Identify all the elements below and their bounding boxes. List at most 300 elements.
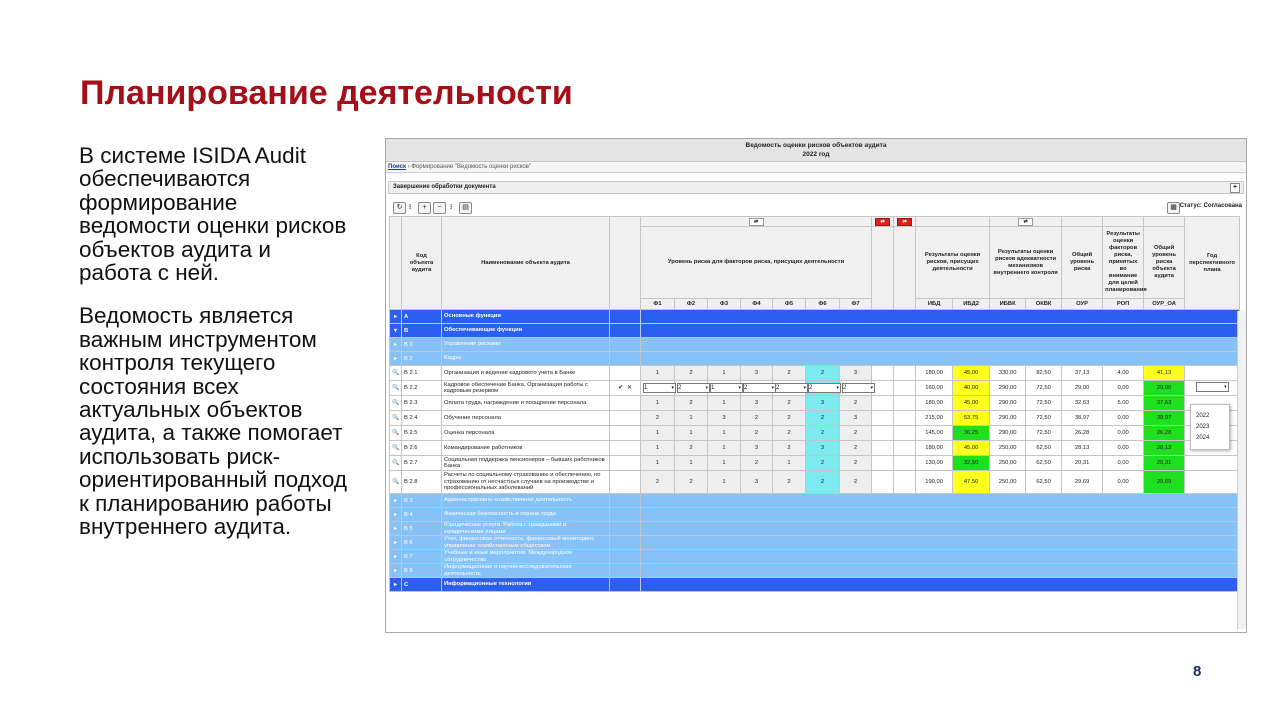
factor-value[interactable]: 2 — [675, 471, 708, 494]
extra-cell — [894, 471, 916, 494]
row-code: B 2.8 — [402, 471, 442, 494]
header-red-2 — [894, 217, 916, 227]
rop-value: 0,00 — [1103, 411, 1144, 426]
year-select[interactable] — [1196, 382, 1229, 392]
row-name: Расчеты по социальному страхованию и обеспечению, по страхованию от несчастных случаев на производстве и профессиональных заболеваний — [442, 471, 610, 494]
year-option[interactable]: 2024 — [1196, 435, 1210, 441]
factor-value[interactable]: 2 — [741, 456, 773, 471]
chevron-down-icon: ▾ — [771, 385, 774, 391]
ibd-value: 215,00 — [916, 411, 953, 426]
row-edit-cell — [610, 578, 641, 592]
our-value: 20,31 — [1062, 456, 1103, 471]
expand-icon[interactable]: ▸ — [390, 522, 402, 536]
okvk-value: 72,50 — [1026, 411, 1062, 426]
extra-cell — [894, 396, 916, 411]
header-name[interactable]: Наименование объекта аудита — [442, 217, 610, 310]
factor-value[interactable]: 3 — [741, 471, 773, 494]
factor-select-cell — [641, 381, 675, 396]
ibd-value: 180,00 — [916, 366, 953, 381]
year-cell — [1185, 471, 1240, 494]
factor-value[interactable]: 2 — [641, 471, 675, 494]
ibvk-value: 250,00 — [990, 441, 1026, 456]
group-row[interactable] — [390, 338, 1240, 352]
ibd2-value: 32,50 — [953, 456, 990, 471]
factor-value[interactable]: 2 — [675, 441, 708, 456]
cancel-edit-icon[interactable]: ✕ — [627, 385, 632, 391]
expand-all-button[interactable]: + — [418, 202, 431, 214]
expand-icon[interactable]: ▸ — [390, 536, 402, 550]
row-code: B 8 — [402, 564, 442, 578]
okvk-value: 62,50 — [1026, 441, 1062, 456]
ibd-value: 180,00 — [916, 396, 953, 411]
factor-value[interactable]: 2 — [773, 441, 806, 456]
header-extra-2 — [894, 227, 916, 310]
factor-value[interactable]: 1 — [708, 471, 741, 494]
okvk-value: 72,50 — [1026, 426, 1062, 441]
factor-value[interactable]: 2 — [806, 366, 840, 381]
header-ibd2[interactable]: ИБД2 — [953, 299, 990, 310]
factor-value[interactable]: 1 — [641, 426, 675, 441]
factor-value[interactable]: 1 — [708, 396, 741, 411]
table-row[interactable] — [390, 441, 1240, 456]
row-fill — [641, 494, 1240, 508]
row-name: Основные функции — [442, 310, 610, 324]
extra-cell — [894, 426, 916, 441]
breadcrumb-search-link[interactable]: Поиск — [388, 164, 407, 170]
factor-value[interactable]: 2 — [840, 441, 872, 456]
window-title: Ведомость оценки рисков объектов аудита — [745, 142, 887, 149]
header-our-oa: Общий уровень риска объекта аудита — [1144, 227, 1185, 299]
search-icon[interactable]: 🔍 — [390, 381, 402, 396]
factor-value[interactable]: 1 — [641, 456, 675, 471]
factor-select[interactable] — [710, 383, 743, 393]
row-code: B 5 — [402, 522, 442, 536]
factor-value[interactable]: 2 — [773, 366, 806, 381]
header-red-1 — [872, 217, 894, 227]
extra-cell — [894, 441, 916, 456]
row-name: Кадровое обеспечение Банка. Организация работы с кадровым резервом — [442, 381, 610, 396]
row-name: Обучение персонала — [442, 411, 610, 426]
header-factors-group: Уровень риска для факторов риска, присущих деятельности — [641, 227, 872, 299]
our-value: 38,97 — [1062, 411, 1103, 426]
expand-icon[interactable]: ▸ — [390, 550, 402, 564]
paragraph-2: Ведомость является важным инструментом контроля текущего состояния всех актуальных объектов аудита, а также помогает использовать риск- ориентированный подход к планированию работы внутреннего аудита. — [79, 303, 347, 540]
table-row[interactable] — [390, 411, 1240, 426]
collapse-all-button[interactable]: − — [433, 202, 446, 214]
row-name: Управление рисками — [442, 338, 610, 352]
factor-value[interactable]: 2 — [773, 411, 806, 426]
chevron-down-icon: ▾ — [705, 385, 708, 391]
year-option[interactable]: 2022 — [1196, 413, 1210, 419]
row-name: Социальная поддержка пенсионеров – бывших работников Банка — [442, 456, 610, 471]
rop-value: 4,00 — [1103, 366, 1144, 381]
okvk-value: 72,50 — [1026, 396, 1062, 411]
ibd2-value: 45,00 — [953, 441, 990, 456]
table-row[interactable] — [390, 456, 1240, 471]
swap-red-icon[interactable]: ⇄ — [897, 218, 912, 226]
header-ibvk[interactable]: ИБВК — [990, 299, 1026, 310]
row-edit-cell — [610, 536, 641, 550]
our-oa-value: 38,97 — [1144, 411, 1185, 426]
slide-body — [79, 144, 379, 539]
group-row[interactable] — [390, 564, 1240, 578]
header-our: Общий уровень риска — [1062, 227, 1103, 299]
panel-title: Завершение обработки документа — [393, 184, 496, 190]
row-name: Административно-хозяйственная деятельность — [442, 494, 610, 508]
extra-cell — [872, 441, 894, 456]
breadcrumb-separator-icon: › — [407, 164, 410, 170]
factor-select[interactable] — [743, 383, 776, 393]
our-oa-value: 26,28 — [1144, 426, 1185, 441]
factor-select-cell — [741, 381, 773, 396]
factor-value[interactable]: 2 — [773, 396, 806, 411]
row-fill — [641, 324, 1240, 338]
toolbar-separator: ⁝ — [450, 204, 453, 211]
expand-icon[interactable]: ▸ — [390, 310, 402, 324]
row-edit-cell — [610, 352, 641, 366]
group-row[interactable] — [390, 522, 1240, 536]
ibvk-value: 250,00 — [990, 471, 1026, 494]
group-row[interactable] — [390, 536, 1240, 550]
table-row[interactable] — [390, 381, 1240, 396]
search-icon[interactable]: 🔍 — [390, 471, 402, 494]
header-year[interactable]: Год перспективного плана — [1185, 217, 1240, 310]
factor-select-value: 1 — [644, 385, 648, 391]
ibvk-value: 330,00 — [990, 366, 1026, 381]
row-name: Организация и ведение кадрового учета в Банке — [442, 366, 610, 381]
ibd2-value: 45,00 — [953, 366, 990, 381]
row-name: Оплата труда, награждение и поощрение персонала — [442, 396, 610, 411]
toolbar-separator: ⁝ — [409, 204, 412, 211]
row-edit-cell — [610, 508, 641, 522]
header-our-short[interactable]: ОУР — [1062, 299, 1103, 310]
expand-icon[interactable]: ▾ — [390, 324, 402, 338]
group-row[interactable] — [390, 352, 1240, 366]
rop-value: 0,00 — [1103, 471, 1144, 494]
factor-value[interactable]: 1 — [708, 366, 741, 381]
swap-icon[interactable]: ⇄ — [1018, 218, 1033, 226]
header-code[interactable]: Код объекта аудита — [402, 217, 442, 310]
factor-select-cell — [675, 381, 708, 396]
row-edit-cell — [610, 550, 641, 564]
refresh-button[interactable]: ↻ — [393, 202, 406, 214]
row-code: C — [402, 578, 442, 592]
ibd-value: 160,00 — [916, 381, 953, 396]
row-code: B 2.2 — [402, 381, 442, 396]
factor-value[interactable]: 3 — [840, 366, 872, 381]
factor-value[interactable]: 1 — [641, 366, 675, 381]
factor-value[interactable]: 2 — [840, 471, 872, 494]
table-row[interactable] — [390, 366, 1240, 381]
ibd-value: 190,00 — [916, 471, 953, 494]
row-edit-cell — [610, 494, 641, 508]
row-edit-cell — [610, 396, 641, 411]
calendar-icon[interactable]: ▦ — [1167, 202, 1180, 214]
header-controls-toggle — [990, 217, 1062, 227]
header-ibd[interactable]: ИБД — [916, 299, 953, 310]
extra-cell — [872, 396, 894, 411]
extra-cell — [872, 366, 894, 381]
factor-value[interactable]: 1 — [708, 456, 741, 471]
search-icon[interactable]: 🔍 — [390, 396, 402, 411]
header-controls-group: Результаты оценки рисков адекватности механизмов внутреннего контроля — [990, 227, 1062, 299]
header-f5[interactable]: Ф5 — [773, 299, 806, 310]
extra-cell — [894, 366, 916, 381]
header-blank — [1103, 217, 1144, 227]
paragraph-1: В системе ISIDA Audit обеспечиваются формирование ведомости оценки рисков объектов аудита и работа с ней. — [79, 143, 347, 286]
row-edit-cell — [610, 366, 641, 381]
okvk-value: 82,50 — [1026, 366, 1062, 381]
search-icon[interactable]: 🔍 — [390, 366, 402, 381]
row-edit-cell — [610, 426, 641, 441]
row-fill — [641, 310, 1240, 324]
factor-select[interactable] — [677, 383, 710, 393]
our-value: 26,28 — [1062, 426, 1103, 441]
window-year: 2022 год — [802, 150, 830, 158]
factor-value[interactable]: 2 — [675, 366, 708, 381]
factor-select-value: 2 — [744, 385, 748, 391]
rop-value: 0,00 — [1103, 426, 1144, 441]
row-name: Физическая безопасность и охрана труда — [442, 508, 610, 522]
factor-value[interactable]: 2 — [806, 456, 840, 471]
okvk-value: 62,50 — [1026, 471, 1062, 494]
panel-expand-button[interactable]: + — [1230, 183, 1240, 193]
row-edit-cell — [610, 310, 641, 324]
header-empty — [390, 217, 402, 310]
factor-value[interactable]: 1 — [708, 426, 741, 441]
our-oa-value: 29,00 — [1144, 381, 1185, 396]
factor-value[interactable]: 1 — [708, 441, 741, 456]
vertical-scrollbar[interactable] — [1237, 311, 1246, 629]
page-number: 8 — [1193, 663, 1202, 680]
factor-value[interactable]: 2 — [806, 471, 840, 494]
confirm-edit-icon[interactable]: ✔ — [618, 385, 623, 391]
factor-value[interactable]: 1 — [641, 441, 675, 456]
expand-icon[interactable]: ▸ — [390, 352, 402, 366]
ibvk-value: 290,00 — [990, 381, 1026, 396]
row-fill — [641, 578, 1240, 592]
header-icons-row — [390, 217, 1240, 227]
okvk-value: 62,50 — [1026, 456, 1062, 471]
header-blank — [1062, 217, 1103, 227]
search-icon[interactable]: 🔍 — [390, 441, 402, 456]
rop-value: 5,00 — [1103, 396, 1144, 411]
row-name: Учет, финансовая отчетность, финансовый мониторинг, управление хозяйственным обществом — [442, 536, 610, 550]
header-rop: Результаты оценки факторов риска, принятых во внимание для целей планирования — [1103, 227, 1144, 299]
row-code: B — [402, 324, 442, 338]
chevron-down-icon: ▾ — [803, 385, 806, 391]
factor-value[interactable]: 3 — [741, 366, 773, 381]
ibd-value: 130,00 — [916, 456, 953, 471]
row-code: B 1 — [402, 338, 442, 352]
row-name: Юридические услуги. Работа с гражданами и юридическими лицами — [442, 522, 610, 536]
factor-select-cell — [773, 381, 806, 396]
chevron-down-icon: ▾ — [738, 385, 741, 391]
row-fill — [641, 338, 1240, 352]
factor-select[interactable] — [775, 383, 808, 393]
header-f4[interactable]: Ф4 — [741, 299, 773, 310]
export-button[interactable]: ▤ — [459, 202, 472, 214]
section-row[interactable] — [390, 578, 1240, 592]
expand-icon[interactable]: ▸ — [390, 508, 402, 522]
factor-value[interactable]: 2 — [741, 426, 773, 441]
header-extra-1 — [872, 227, 894, 310]
row-fill — [641, 522, 1240, 536]
ibvk-value: 290,00 — [990, 426, 1026, 441]
ibd2-value: 47,50 — [953, 471, 990, 494]
factor-value[interactable]: 1 — [675, 426, 708, 441]
extra-cell — [894, 456, 916, 471]
factor-value[interactable]: 3 — [806, 396, 840, 411]
factor-select-value: 2 — [809, 385, 813, 391]
factor-value[interactable]: 1 — [641, 396, 675, 411]
rop-value: 0,00 — [1103, 381, 1144, 396]
header-f3[interactable]: Ф3 — [708, 299, 741, 310]
factor-value[interactable]: 2 — [773, 471, 806, 494]
section-row[interactable] — [390, 310, 1240, 324]
row-name: Кадры — [442, 352, 610, 366]
factor-value[interactable]: 2 — [773, 426, 806, 441]
factor-select-value: 2 — [843, 385, 847, 391]
factor-value[interactable]: 1 — [675, 456, 708, 471]
table-row[interactable] — [390, 471, 1240, 494]
factor-value[interactable]: 2 — [840, 396, 872, 411]
factor-select[interactable] — [643, 383, 676, 393]
header-blank — [1144, 217, 1185, 227]
our-value: 29,00 — [1062, 381, 1103, 396]
year-cell — [1185, 381, 1240, 396]
factor-select[interactable] — [808, 383, 841, 393]
row-code: B 2.3 — [402, 396, 442, 411]
expand-icon[interactable]: ▸ — [390, 494, 402, 508]
row-code: B 2.7 — [402, 456, 442, 471]
ibvk-value: 290,00 — [990, 411, 1026, 426]
search-icon[interactable]: 🔍 — [390, 411, 402, 426]
year-option[interactable]: 2023 — [1196, 424, 1210, 430]
header-blank — [916, 217, 990, 227]
factor-value[interactable]: 3 — [806, 441, 840, 456]
header-f6[interactable]: Ф6 — [806, 299, 840, 310]
row-name: Командирование работников — [442, 441, 610, 456]
row-code: B 2.6 — [402, 441, 442, 456]
document-status: Статус: Согласована — [1179, 203, 1242, 209]
ibd2-value: 36,25 — [953, 426, 990, 441]
factor-select-cell — [806, 381, 840, 396]
document-panel[interactable] — [388, 181, 1244, 194]
search-icon[interactable]: 🔍 — [390, 426, 402, 441]
our-oa-value: 28,13 — [1144, 441, 1185, 456]
expand-icon[interactable]: ▸ — [390, 564, 402, 578]
year-dropdown-list — [1190, 404, 1230, 450]
factor-value[interactable]: 2 — [806, 411, 840, 426]
factor-select[interactable] — [842, 383, 875, 393]
row-fill — [641, 508, 1240, 522]
row-edit-cell — [610, 522, 641, 536]
factor-value[interactable]: 2 — [806, 426, 840, 441]
factor-value[interactable]: 3 — [840, 411, 872, 426]
our-oa-value: 41,13 — [1144, 366, 1185, 381]
ibvk-value: 250,00 — [990, 456, 1026, 471]
row-name: Информационные технологии — [442, 578, 610, 592]
rop-value: 0,00 — [1103, 441, 1144, 456]
table-row[interactable] — [390, 426, 1240, 441]
header-factors-toggle — [641, 217, 872, 227]
year-cell — [1185, 456, 1240, 471]
factor-value[interactable]: 1 — [675, 411, 708, 426]
row-edit-cell — [610, 381, 641, 396]
expand-icon[interactable]: ▸ — [390, 338, 402, 352]
chevron-down-icon: ▾ — [671, 385, 674, 391]
header-rop-short[interactable]: РОП — [1103, 299, 1144, 310]
expand-icon[interactable]: ▸ — [390, 578, 402, 592]
factor-value[interactable]: 2 — [840, 426, 872, 441]
factor-value[interactable]: 1 — [773, 456, 806, 471]
our-oa-value: 29,69 — [1144, 471, 1185, 494]
window-header — [386, 139, 1246, 162]
ibd-value: 145,00 — [916, 426, 953, 441]
swap-red-icon[interactable]: ⇄ — [875, 218, 890, 226]
row-code: B 2.1 — [402, 366, 442, 381]
table-row[interactable] — [390, 396, 1240, 411]
factor-select-cell — [840, 381, 872, 396]
okvk-value: 72,50 — [1026, 381, 1062, 396]
group-row[interactable] — [390, 494, 1240, 508]
swap-icon[interactable]: ⇄ — [749, 218, 764, 226]
factor-select-value: 1 — [711, 385, 715, 391]
row-edit-cell — [610, 338, 641, 352]
grid-body — [390, 310, 1240, 592]
section-row[interactable] — [390, 324, 1240, 338]
extra-cell — [872, 411, 894, 426]
row-code: B 2.4 — [402, 411, 442, 426]
group-row[interactable] — [390, 550, 1240, 564]
group-row[interactable] — [390, 508, 1240, 522]
row-edit-cell — [610, 411, 641, 426]
factor-value[interactable]: 3 — [741, 441, 773, 456]
risk-table — [389, 216, 1240, 592]
header-f2[interactable]: Ф2 — [675, 299, 708, 310]
our-oa-value: 20,31 — [1144, 456, 1185, 471]
factor-value[interactable]: 3 — [708, 411, 741, 426]
our-value: 32,63 — [1062, 396, 1103, 411]
header-our-oa-short[interactable]: ОУР_ОА — [1144, 299, 1185, 310]
risk-register-window — [385, 138, 1247, 633]
factor-value[interactable]: 2 — [641, 411, 675, 426]
row-code: B 4 — [402, 508, 442, 522]
row-edit-cell — [610, 471, 641, 494]
ibd2-value: 40,00 — [953, 381, 990, 396]
our-value: 29,69 — [1062, 471, 1103, 494]
factor-value[interactable]: 2 — [741, 411, 773, 426]
header-f1[interactable]: Ф1 — [641, 299, 675, 310]
factor-value[interactable]: 2 — [675, 396, 708, 411]
extra-cell — [894, 411, 916, 426]
chevron-down-icon: ▾ — [870, 385, 873, 391]
search-icon[interactable]: 🔍 — [390, 456, 402, 471]
ibd2-value: 45,00 — [953, 396, 990, 411]
header-okvk[interactable]: ОКВК — [1026, 299, 1062, 310]
header-f7[interactable]: Ф7 — [840, 299, 872, 310]
slide-title: Планирование деятельности — [80, 74, 573, 112]
factor-select-value: 2 — [678, 385, 682, 391]
ibd2-value: 53,75 — [953, 411, 990, 426]
our-value: 28,13 — [1062, 441, 1103, 456]
factor-value[interactable]: 2 — [840, 456, 872, 471]
chevron-down-icon: ▾ — [1224, 384, 1227, 390]
rop-value: 0,00 — [1103, 456, 1144, 471]
factor-value[interactable]: 3 — [741, 396, 773, 411]
row-fill — [641, 564, 1240, 578]
